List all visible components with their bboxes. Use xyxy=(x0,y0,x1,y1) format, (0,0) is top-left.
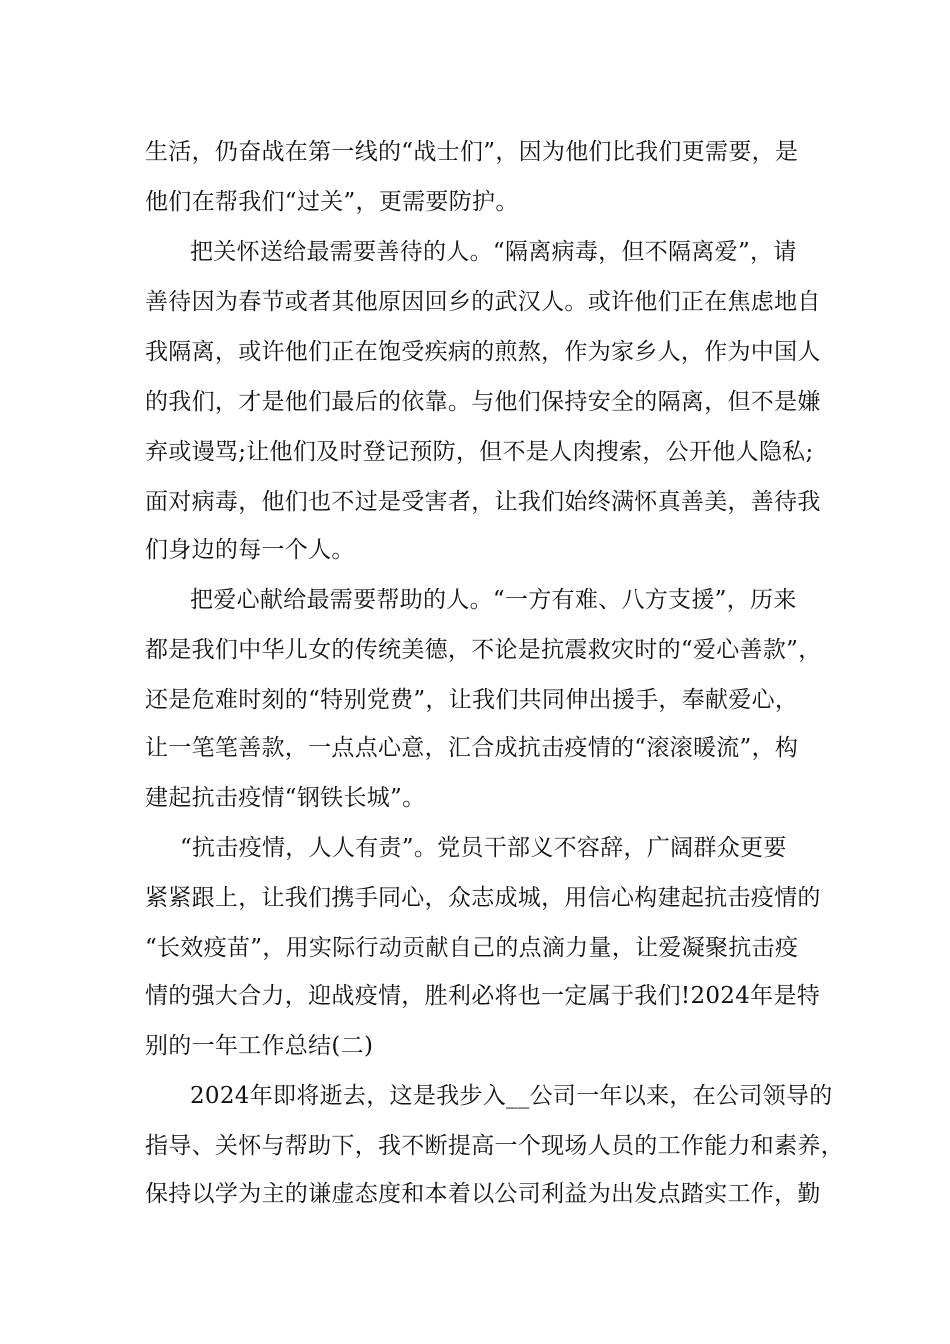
paragraph-first-line: 把爱心献给最需要帮助的人。“一方有难、八方支援”，历来 xyxy=(190,587,797,613)
text-line: 的我们，才是他们最后的依靠。与他们保持安全的隔离，但不是嫌 xyxy=(145,389,821,415)
text-line: 我隔离，或许他们正在饱受疾病的煎熬，作为家乡人，作为中国人 xyxy=(145,339,821,365)
text-line: 面对病毒，他们也不过是受害者，让我们始终满怀真善美，善待我 xyxy=(145,489,821,515)
text-line: 建起抗击疫情“钢铁长城”。 xyxy=(145,785,426,811)
text-line: 他们在帮我们“过关”，更需要防护。 xyxy=(145,189,519,215)
paragraph-first-line: 2024年即将逝去，这是我步入__公司一年以来，在公司领导的 xyxy=(190,1083,833,1109)
text-line: 紧紧跟上，让我们携手同心，众志成城，用信心构建起抗击疫情的 xyxy=(145,885,821,911)
text-line: 指导、关怀与帮助下，我不断提高一个现场人员的工作能力和素养， xyxy=(145,1133,844,1159)
text-line: 让一笔笔善款，一点点心意，汇合成抗击疫情的“滚滚暖流”，构 xyxy=(145,735,799,761)
paragraph-first-line: “抗击疫情，人人有责”。党员干部义不容辞，广阔群众更要 xyxy=(180,835,787,861)
text-line: 别的一年工作总结(二) xyxy=(145,1033,374,1059)
text-line: “长效疫苗”，用实际行动贡献自己的点滴力量，让爱凝聚抗击疫 xyxy=(145,935,799,961)
text-line: 善待因为春节或者其他原因回乡的武汉人。或许他们正在焦虑地自 xyxy=(145,289,821,315)
text-line: 生活，仍奋战在第一线的“战士们”，因为他们比我们更需要，是 xyxy=(145,139,799,165)
paragraph-first-line: 把关怀送给最需要善待的人。“隔离病毒，但不隔离爱”，请 xyxy=(190,239,797,265)
text-line: 情的强大合力，迎战疫情，胜利必将也一定属于我们!2024年是特 xyxy=(145,983,821,1009)
text-line: 都是我们中华儿女的传统美德，不论是抗震救灾时的“爱心善款”， xyxy=(145,637,822,663)
text-line: 保持以学为主的谦虚态度和本着以公司利益为出发点踏实工作，勤 xyxy=(145,1181,821,1207)
text-line: 们身边的每一个人。 xyxy=(145,537,355,563)
text-line: 还是危难时刻的“特别党费”，让我们共同伸出援手，奉献爱心， xyxy=(145,687,799,713)
text-line: 弃或谩骂;让他们及时登记预防，但不是人肉搜索，公开他人隐私; xyxy=(145,439,814,465)
